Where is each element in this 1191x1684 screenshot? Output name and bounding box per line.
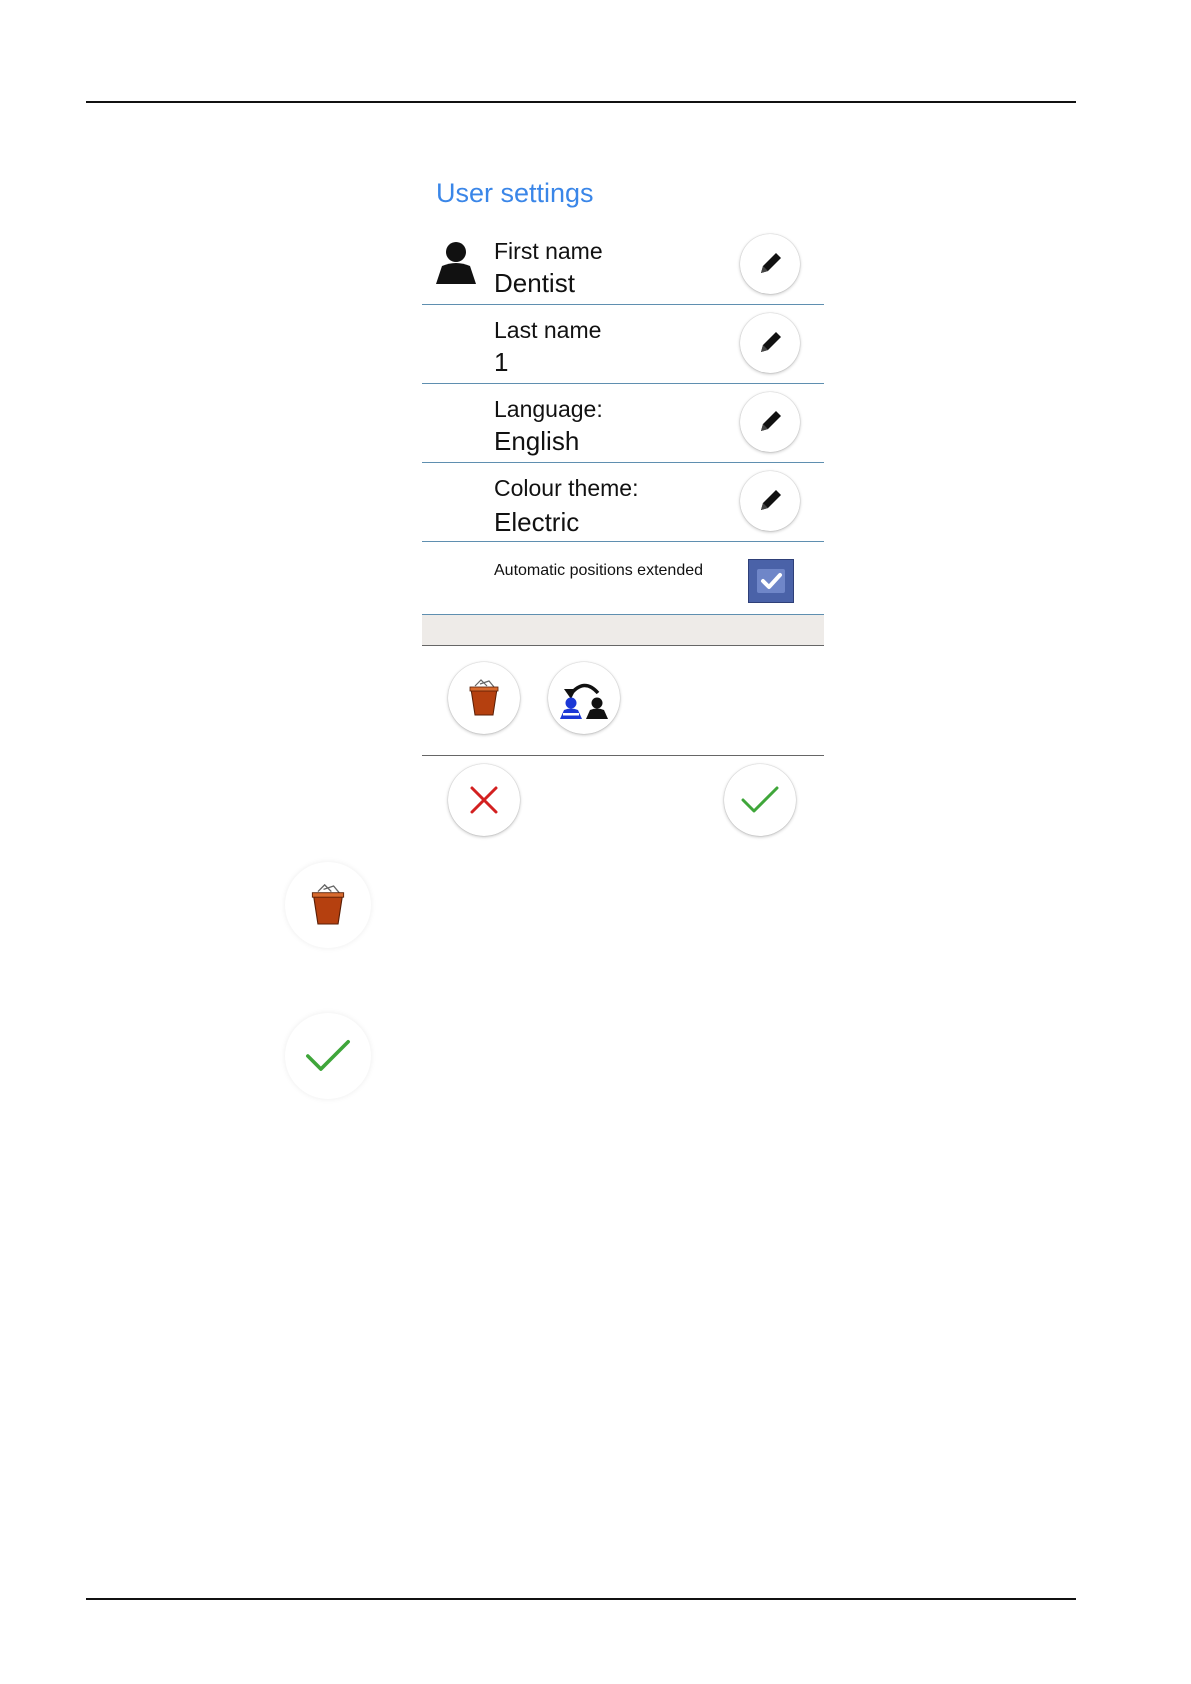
separator-band (422, 614, 824, 646)
edit-colour-theme-button[interactable] (740, 471, 800, 531)
trash-bin-icon (467, 678, 501, 718)
confirm-button[interactable] (724, 764, 796, 836)
first-name-row (422, 226, 824, 305)
trash-bin-icon (309, 882, 347, 928)
automatic-positions-checkbox[interactable] (748, 559, 794, 603)
confirm-icon (304, 1037, 352, 1075)
automatic-positions-row (422, 542, 824, 621)
cancel-button[interactable] (448, 764, 520, 836)
dialog-footer (422, 756, 824, 846)
colour-theme-row (422, 463, 824, 542)
first-name-value: Dentist (494, 268, 575, 298)
language-label: Language: (494, 396, 603, 422)
delete-icon-illustration (285, 862, 371, 948)
first-name-label: First name (494, 238, 603, 264)
edit-first-name-button[interactable] (740, 234, 800, 294)
pencil-icon (755, 407, 785, 437)
footer-rule (86, 1598, 1076, 1600)
switch-user-icon (554, 675, 614, 721)
edit-language-button[interactable] (740, 392, 800, 452)
delete-user-button[interactable] (448, 662, 520, 734)
checkmark-icon (754, 566, 788, 596)
confirm-icon (740, 784, 780, 816)
confirm-icon-illustration (285, 1013, 371, 1099)
pencil-icon (755, 249, 785, 279)
action-bar (422, 646, 824, 756)
language-row (422, 384, 824, 463)
automatic-positions-label: Automatic positions extended (494, 562, 704, 579)
switch-user-button[interactable] (548, 662, 620, 734)
panel-title: User settings (436, 178, 594, 208)
pencil-icon (755, 486, 785, 516)
header-rule (86, 101, 1076, 103)
language-value: English (494, 426, 580, 456)
pencil-icon (755, 328, 785, 358)
colour-theme-value: Electric (494, 507, 580, 537)
user-avatar-icon (430, 240, 482, 286)
edit-last-name-button[interactable] (740, 313, 800, 373)
last-name-value: 1 (494, 347, 509, 377)
cancel-icon (468, 784, 500, 816)
colour-theme-label: Colour theme: (494, 475, 639, 501)
last-name-row (422, 305, 824, 384)
last-name-label: Last name (494, 317, 602, 343)
